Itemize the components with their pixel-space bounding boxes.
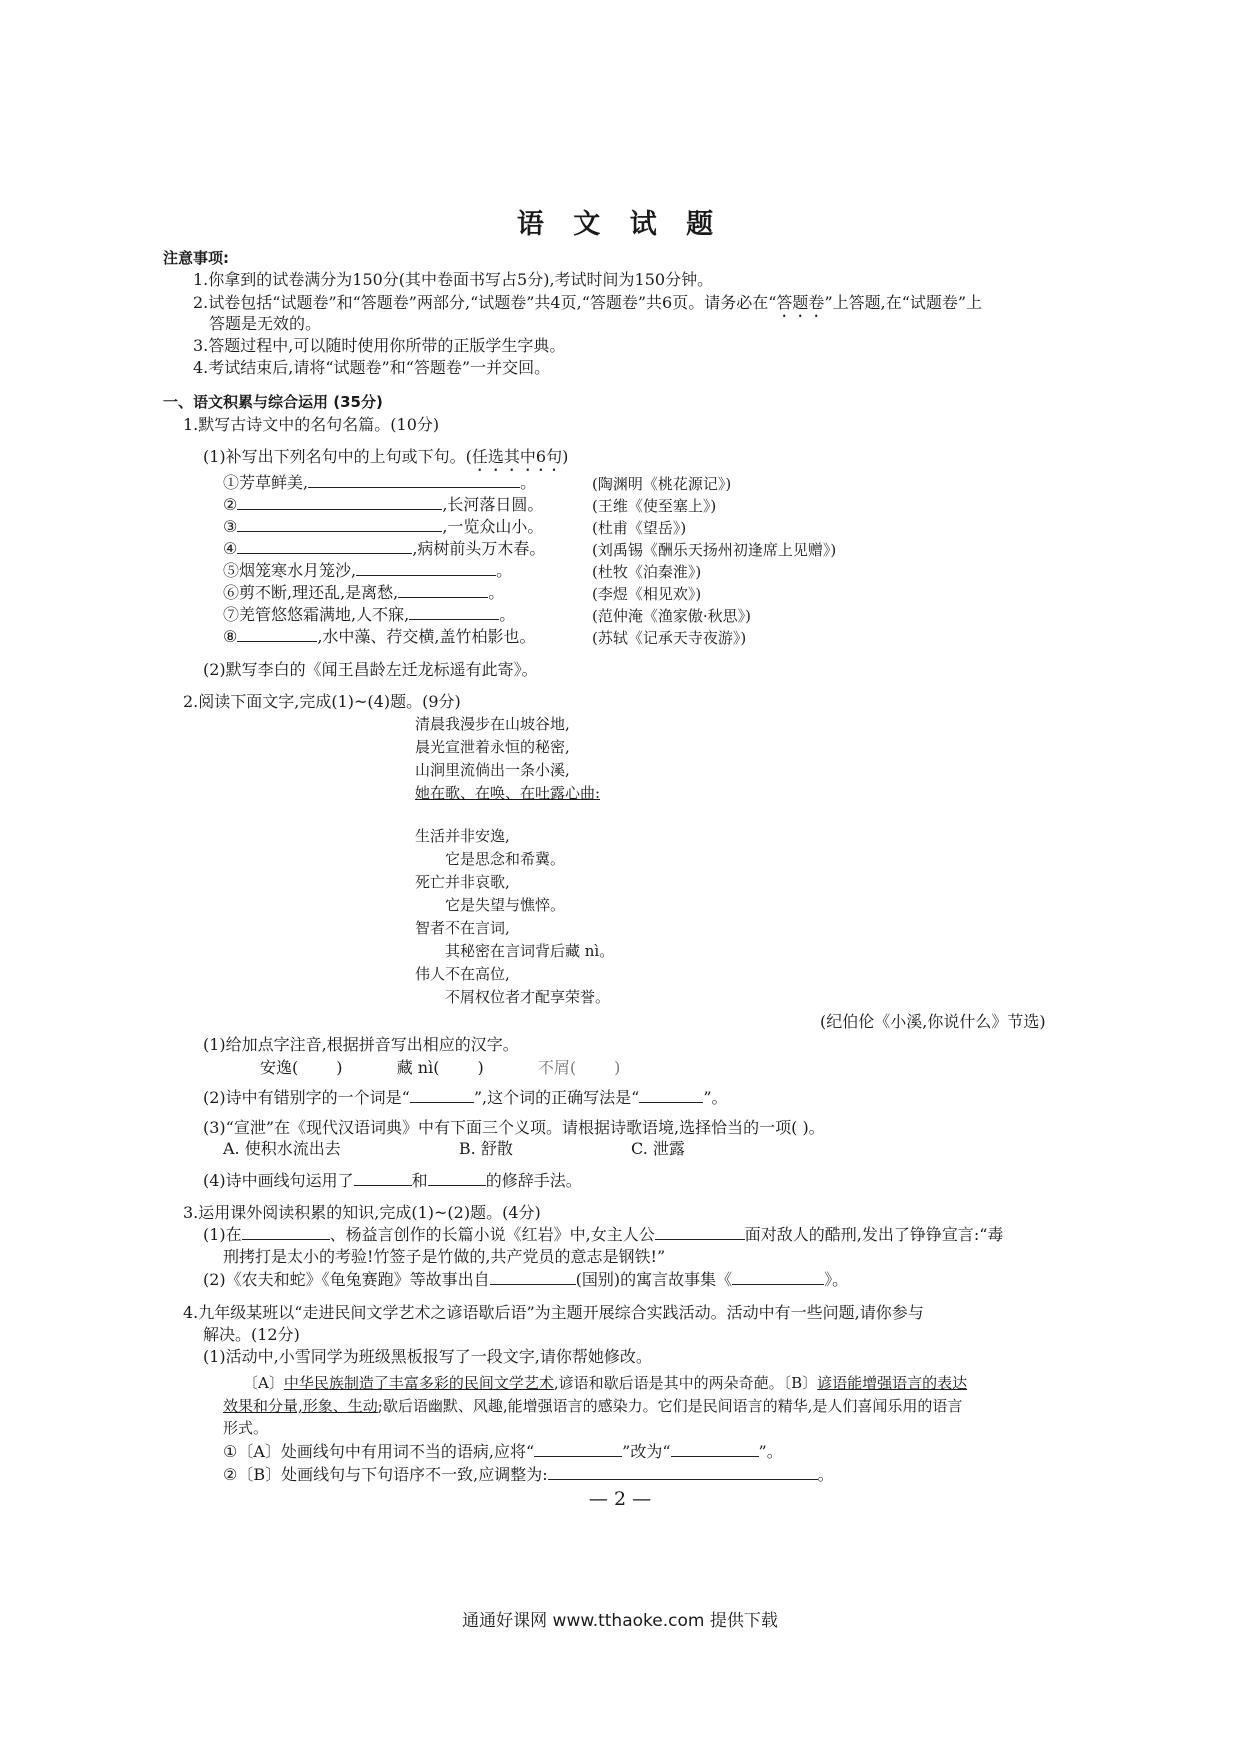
answer-blank[interactable] — [356, 561, 496, 576]
poem-line: 它是思念和希冀。 — [445, 850, 566, 868]
option-a: A. 使积水流出去 — [223, 1139, 341, 1158]
poem-line: 死亡并非哀歌, — [415, 873, 510, 891]
poem-line: 清晨我漫步在山坡谷地, — [415, 715, 570, 733]
question-1-sub1: (1)补写出下列名句中的上句或下句。(任选其中6句) — [203, 447, 569, 466]
note-item: 4.考试结束后,请将“试题卷”和“答题卷”一并交回。 — [193, 358, 551, 377]
passage-line: 〔A〕中华民族制造了丰富多彩的民间文学艺术,谚语和歇后语是其中的两朵奇葩。〔B〕谚语能增强语言的表达 — [243, 1374, 968, 1392]
answer-blank[interactable] — [534, 1442, 622, 1457]
note-item: 1.你拿到的试卷满分为150分(其中卷面书写占5分),考试时间为150分钟。 — [193, 270, 714, 289]
question-3-sub1-cont: 刑拷打是太小的考验!竹签子是竹做的,共产党员的意志是钢铁!” — [223, 1247, 666, 1266]
quote-line-5: ⑤烟笼寒水月笼沙, 。 — [223, 561, 513, 580]
poem-line: 其秘密在言词背后藏 nì。 — [445, 942, 615, 960]
note-item: 答题是无效的。 — [209, 314, 322, 333]
quote-line-2: ② ,长河落日圆。 — [223, 495, 544, 514]
question-1-stem: 1.默写古诗文中的名句名篇。(10分) — [183, 415, 440, 434]
question-1-sub2: (2)默写李白的《闻王昌龄左迁龙标遥有此寄》。 — [203, 660, 538, 679]
answer-blank[interactable] — [732, 1270, 824, 1285]
poem-line: 不屑权位者才配享荣誉。 — [445, 988, 611, 1006]
quote-source: (陶渊明《桃花源记》) — [592, 475, 732, 493]
quote-line-6: ⑥剪不断,理还乱,是离愁, 。 — [223, 583, 505, 602]
answer-blank[interactable] — [237, 539, 412, 554]
quote-source: (李煜《相见欢》) — [592, 585, 702, 603]
answer-blank[interactable] — [242, 1225, 330, 1240]
answer-blank[interactable] — [655, 1225, 745, 1240]
download-footer: 通通好课网 www.tthaoke.com 提供下载 — [462, 1611, 778, 1631]
passage-line: 形式。 — [223, 1419, 269, 1437]
question-2-sub2: (2)诗中有错别字的一个词是“ ”,这个词的正确写法是“ ”。 — [203, 1088, 728, 1107]
question-2-sub1: (1)给加点字注音,根据拼音写出相应的汉字。 — [203, 1035, 519, 1054]
question-2-options — [223, 1139, 685, 1159]
question-4-stem-cont: 解决。(12分) — [203, 1325, 300, 1344]
poem-line: 它是失望与憔悴。 — [445, 896, 566, 914]
page-number: — 2 — — [588, 1488, 652, 1510]
answer-blank[interactable] — [671, 1442, 759, 1457]
passage-line: 效果和分量,形象、生动;歇后语幽默、风趣,能增强语言的感染力。它们是民间语言的精华,是人们喜闻乐用的语言 — [223, 1397, 963, 1415]
quote-source: (杜牧《泊秦淮》) — [592, 563, 702, 581]
poem-line: 山涧里流倘出一条小溪, — [415, 761, 570, 779]
question-4-stem: 4.九年级某班以“走进民间文学艺术之谚语歇后语”为主题开展综合实践活动。活动中有一些问题,请你参与 — [183, 1303, 924, 1322]
option-b: B. 舒散 — [458, 1139, 513, 1158]
answer-blank[interactable] — [428, 1171, 486, 1186]
quote-line-1: ①芳草鲜美, 。 — [223, 473, 537, 492]
note-item: 2.试卷包括“试题卷”和“答题卷”两部分,“试题卷”共4页,“答题卷”共6页。请务必在“答题卷”上答题,在“试题卷”上 — [193, 293, 983, 312]
answer-blank[interactable] — [308, 473, 520, 488]
question-3-sub1: (1)在 、杨益言创作的长篇小说《红岩》中,女主人公 面对敌人的酷刑,发出了铮铮宣言:“毒 — [203, 1225, 1004, 1244]
answer-blank[interactable] — [354, 1171, 412, 1186]
answer-blank[interactable] — [490, 1270, 576, 1285]
poem-line: 生活并非安逸, — [415, 827, 510, 845]
quote-source: (杜甫《望岳》) — [592, 519, 687, 537]
answer-blank[interactable] — [410, 1088, 474, 1103]
answer-blank[interactable] — [548, 1465, 818, 1480]
note-item: 3.答题过程中,可以随时使用你所带的正版学生字典。 — [193, 336, 566, 355]
question-4-item2: ②〔B〕处画线句与下句语序不一致,应调整为: 。 — [223, 1465, 834, 1484]
answer-blank[interactable] — [237, 495, 442, 510]
question-4-item1: ①〔A〕处画线句中有用词不当的语病,应将“ ”改为“ ”。 — [223, 1442, 783, 1461]
question-2-stem: 2.阅读下面文字,完成(1)~(4)题。(9分) — [183, 692, 461, 711]
pinyin-items: 安逸( ) 藏 nì( ) 不屑( ) — [260, 1058, 621, 1077]
notes-heading: 注意事项: — [163, 249, 229, 267]
answer-blank[interactable] — [639, 1088, 703, 1103]
quote-source: (范仲淹《渔家傲·秋思》) — [592, 607, 751, 625]
answer-blank[interactable] — [409, 605, 499, 620]
quote-line-3: ③ ,一览众山小。 — [223, 517, 544, 536]
quote-line-7: ⑦羌管悠悠霜满地,人不寐, 。 — [223, 605, 516, 624]
answer-blank[interactable] — [237, 627, 317, 642]
poem-line: 晨光宣泄着永恒的秘密, — [415, 738, 570, 756]
answer-blank[interactable] — [398, 583, 488, 598]
question-3-sub2: (2)《农夫和蛇》《龟兔赛跑》等故事出自 (国别)的寓言故事集《 》。 — [203, 1270, 849, 1289]
question-2-sub3: (3)“宣泄”在《现代汉语词典》中有下面三个义项。请根据诗歌语境,选择恰当的一项( )。 — [203, 1118, 825, 1137]
quote-line-4: ④ ,病树前头万木春。 — [223, 539, 546, 558]
section-heading: 一、语文积累与综合运用 (35分) — [163, 393, 383, 411]
poem-attribution: (纪伯伦《小溪,你说什么》节选) — [820, 1012, 1046, 1031]
question-3-stem: 3.运用课外阅读积累的知识,完成(1)~(2)题。(4分) — [183, 1203, 541, 1222]
poem-line: 智者不在言词, — [415, 919, 510, 937]
option-c: C. 泄露 — [631, 1139, 685, 1158]
quote-source: (刘禹锡《酬乐天扬州初逢席上见赠》) — [592, 541, 837, 559]
quote-source: (王维《使至塞上》) — [592, 497, 717, 515]
poem-line-underlined: 她在歌、在唤、在吐露心曲: — [415, 784, 601, 802]
question-2-sub4: (4)诗中画线句运用了 和 的修辞手法。 — [203, 1171, 582, 1190]
answer-blank[interactable] — [237, 517, 442, 532]
page-title: 语 文 试 题 — [516, 209, 724, 240]
question-4-sub1: (1)活动中,小雪同学为班级黑板报写了一段文字,请你帮她修改。 — [203, 1347, 652, 1366]
poem-line: 伟人不在高位, — [415, 965, 510, 983]
quote-line-8: ⑧ ,水中藻、荇交横,盖竹柏影也。 — [223, 627, 536, 646]
quote-source: (苏轼《记承天寺夜游》) — [592, 629, 747, 647]
